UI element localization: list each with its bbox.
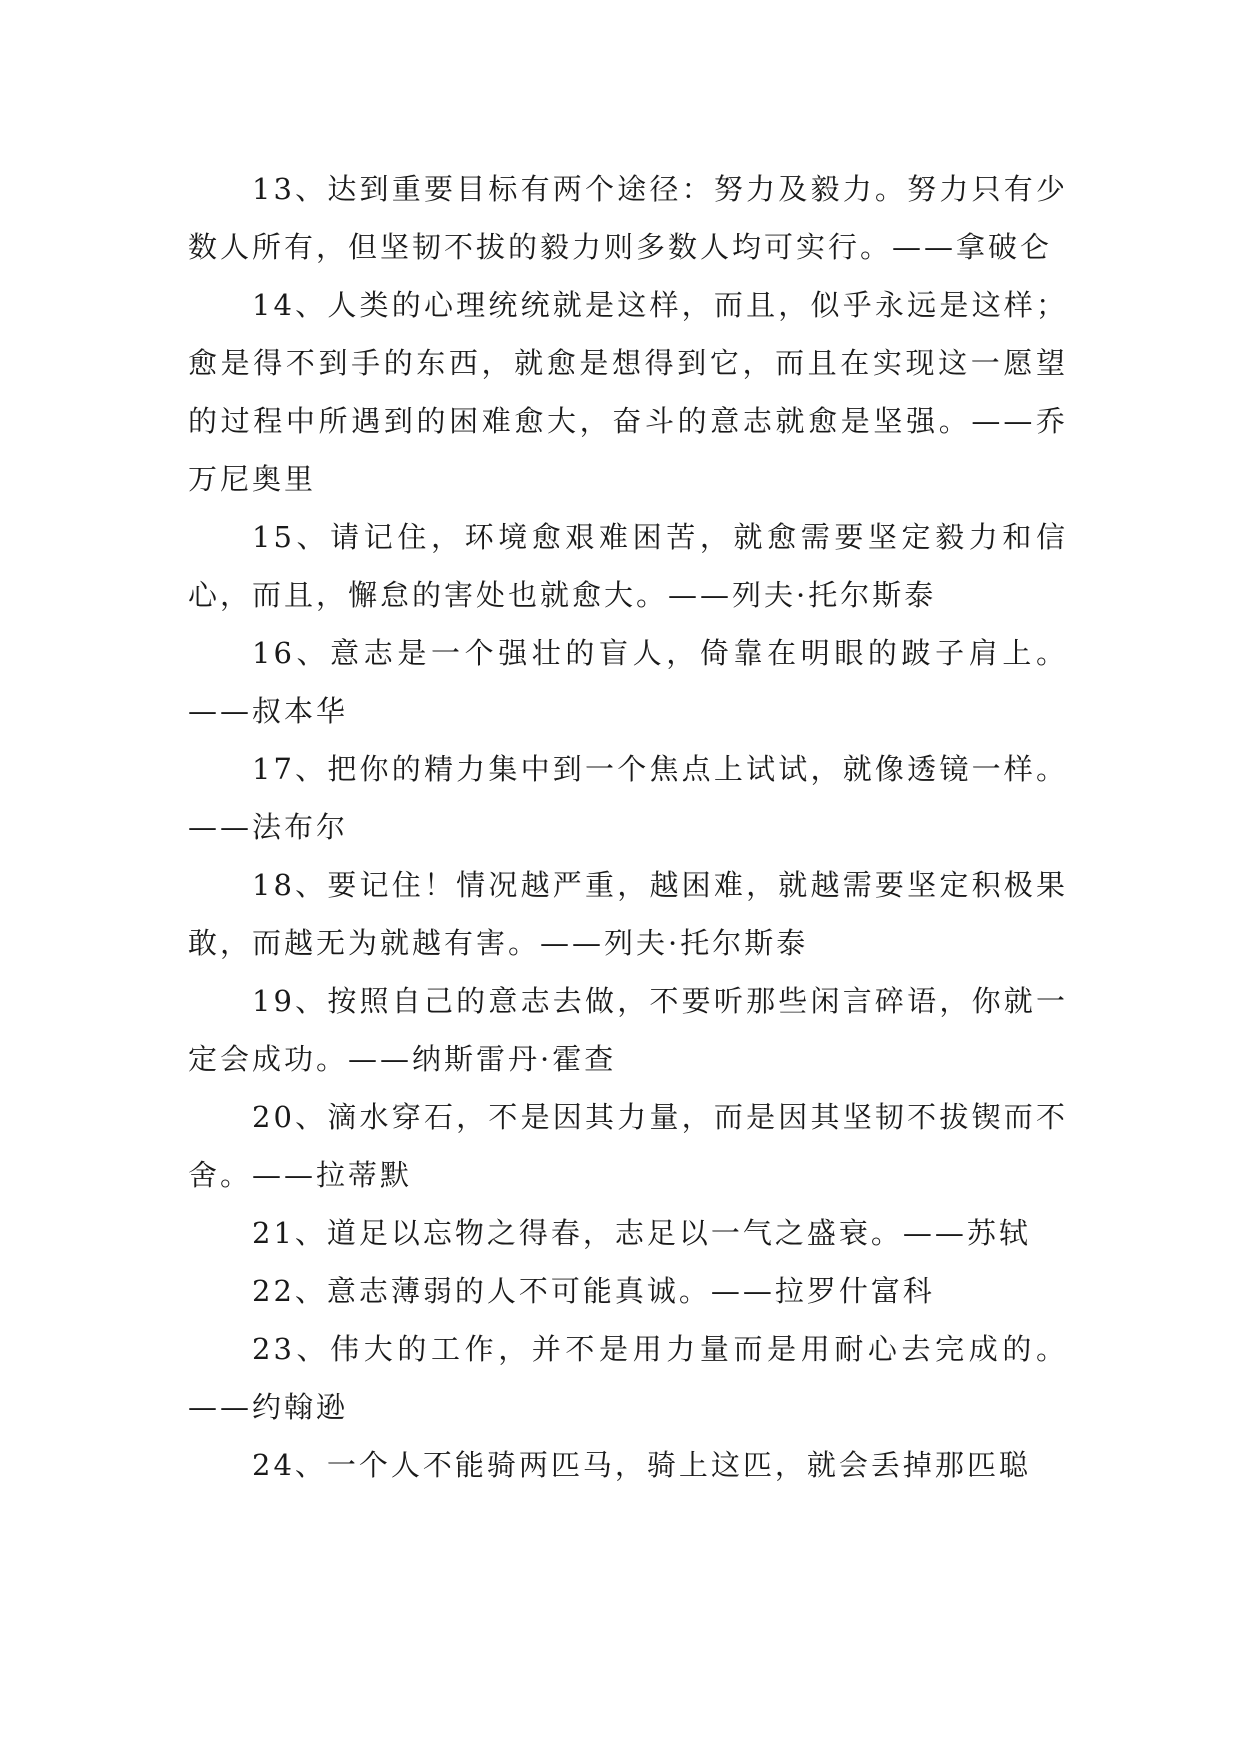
quote-list xyxy=(188,160,1068,1494)
quote-paragraph: 21、道足以忘物之得春，志足以一气之盛衰。——苏轼 xyxy=(252,1216,1031,1250)
quote-paragraph: 13、达到重要目标有两个途径：努力及毅力。努力只有少数人所有，但坚韧不拔的毅力则多数人均可实行。——拿破仑 xyxy=(188,172,1068,264)
quote-paragraph: 24、一个人不能骑两匹马，骑上这匹，就会丢掉那匹聪 xyxy=(252,1448,1031,1482)
quote-paragraph: 19、按照自己的意志去做，不要听那些闲言碎语，你就一定会成功。——纳斯雷丹·霍查 xyxy=(188,984,1068,1076)
quote-paragraph: 14、人类的心理统统就是这样，而且，似乎永远是这样；愈是得不到手的东西，就愈是想得到它，而且在实现这一愿望的过程中所遇到的困难愈大，奋斗的意志就愈是坚强。——乔万尼奥里 xyxy=(188,288,1068,496)
quote-paragraph: 16、意志是一个强壮的盲人，倚靠在明眼的跛子肩上。——叔本华 xyxy=(188,636,1068,728)
quote-paragraph: 20、滴水穿石，不是因其力量，而是因其坚韧不拔锲而不舍。——拉蒂默 xyxy=(188,1100,1068,1192)
quote-paragraph: 15、请记住，环境愈艰难困苦，就愈需要坚定毅力和信心，而且，懈怠的害处也就愈大。——列夫·托尔斯泰 xyxy=(188,520,1068,612)
quote-paragraph: 22、意志薄弱的人不可能真诚。——拉罗什富科 xyxy=(252,1274,935,1308)
quote-paragraph: 23、伟大的工作，并不是用力量而是用耐心去完成的。——约翰逊 xyxy=(188,1332,1068,1424)
quote-paragraph: 18、要记住！情况越严重，越困难，就越需要坚定积极果敢，而越无为就越有害。——列夫·托尔斯泰 xyxy=(188,868,1068,960)
quote-paragraph: 17、把你的精力集中到一个焦点上试试，就像透镜一样。——法布尔 xyxy=(188,752,1068,844)
